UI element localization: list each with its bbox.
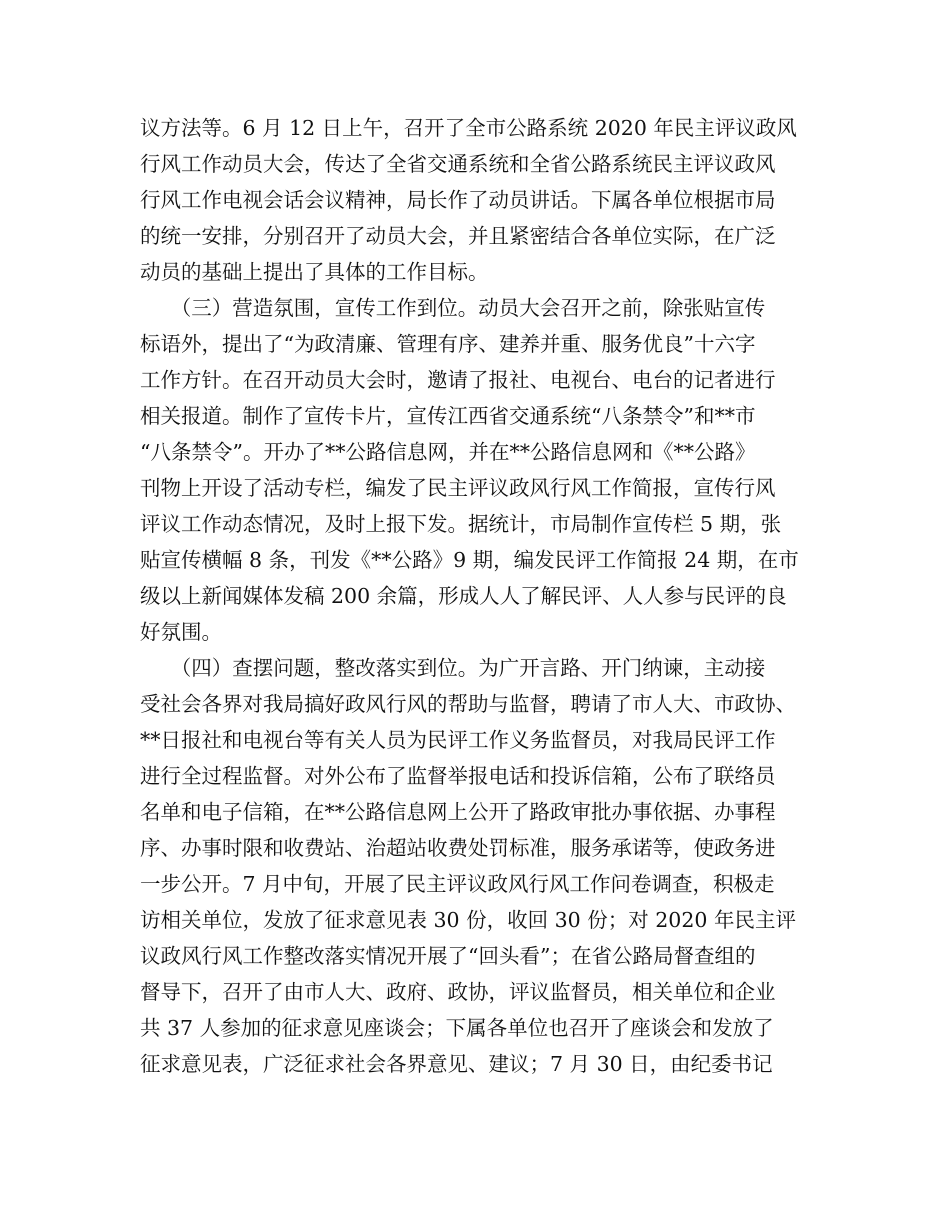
text-line: 的统一安排，分别召开了动员大会，并且紧密结合各单位实际，在广泛 (140, 224, 776, 248)
paragraph-start-line: （四）查摆问题，整改落实到位。为广开言路、开门纳谏，主动接 (140, 656, 766, 680)
text-line: 刊物上开设了活动专栏，编发了民主评议政风行风工作简报，宣传行风 (140, 476, 776, 500)
text-line: 动员的基础上提出了具体的工作目标。 (140, 260, 489, 284)
text-line: 议方法等。6 月 12 日上午，召开了全市公路系统 2020 年民主评议政风 (140, 116, 797, 140)
text-line: 访相关单位，发放了征求意见表 30 份，收回 30 份；对 2020 年民主评 (140, 908, 796, 932)
text-line: “八条禁令”。开办了**公路信息网，并在**公路信息网和《**公路》 (140, 440, 756, 464)
body-text (140, 110, 815, 1082)
text-line: 一步公开。7 月中旬，开展了民主评议政风行风工作问卷调查，积极走 (140, 872, 775, 896)
text-line: **日报社和电视台等有关人员为民评工作义务监督员，对我局民评工作 (140, 728, 776, 752)
text-line: 共 37 人参加的征求意见座谈会；下属各单位也召开了座谈会和发放了 (140, 1016, 774, 1040)
text-line: 行风工作动员大会，传达了全省交通系统和全省公路系统民主评议政风 (140, 152, 776, 176)
text-line: 贴宣传横幅 8 条，刊发《**公路》9 期，编发民评工作简报 24 期，在市 (140, 548, 799, 572)
text-line: 受社会各界对我局搞好政风行风的帮助与监督，聘请了市人大、市政协、 (140, 692, 796, 716)
text-line: 级以上新闻媒体发稿 200 余篇，形成人人了解民评、人人参与民评的良 (140, 584, 787, 608)
text-line: 议政风行风工作整改落实情况开展了“回头看”；在省公路局督查组的 (140, 944, 756, 968)
text-line: 序、办事时限和收费站、治超站收费处罚标准，服务承诺等，使政务进 (140, 836, 776, 860)
text-line: 名单和电子信箱，在**公路信息网上公开了路政审批办事依据、办事程 (140, 800, 776, 824)
text-line: 标语外，提出了“为政清廉、管理有序、建养并重、服务优良”十六字 (140, 332, 756, 356)
text-line: 督导下，召开了由市人大、政府、政协，评议监督员，相关单位和企业 (140, 980, 776, 1004)
text-line: 征求意见表，广泛征求社会各界意见、建议；7 月 30 日，由纪委书记 (140, 1052, 773, 1076)
text-line: 好氛围。 (140, 620, 222, 644)
text-line: 进行全过程监督。对外公布了监督举报电话和投诉信箱，公布了联络员 (140, 764, 776, 788)
paragraph-start-line: （三）营造氛围，宣传工作到位。动员大会召开之前，除张贴宣传 (140, 296, 766, 320)
text-line: 行风工作电视会话会议精神，局长作了动员讲话。下属各单位根据市局 (140, 188, 776, 212)
text-line: 工作方针。在召开动员大会时，邀请了报社、电视台、电台的记者进行 (140, 368, 776, 392)
text-line: 评议工作动态情况，及时上报下发。据统计，市局制作宣传栏 5 期，张 (140, 512, 782, 536)
text-line: 相关报道。制作了宣传卡片，宣传江西省交通系统“八条禁令”和**市 (140, 404, 756, 428)
